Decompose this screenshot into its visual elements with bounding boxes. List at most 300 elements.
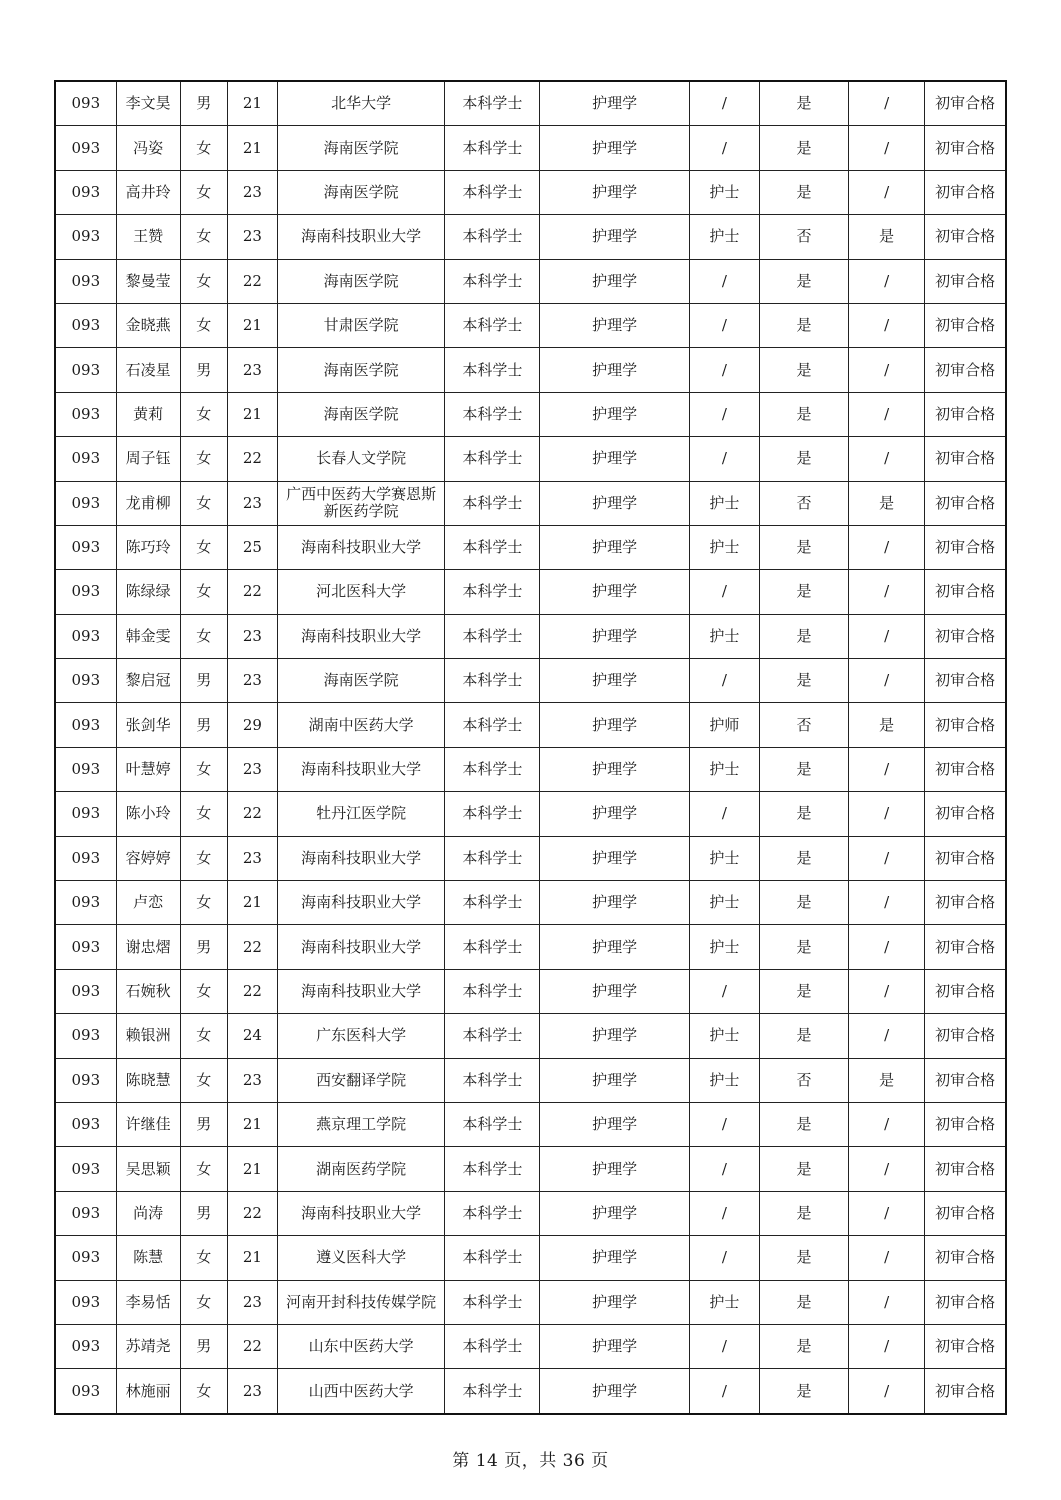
position-code-cell: 093 xyxy=(55,614,116,658)
name-cell: 谢忠熠 xyxy=(116,925,180,969)
review-result-cell: 初审合格 xyxy=(925,303,1006,347)
table-row xyxy=(55,570,1006,614)
position-code-cell: 093 xyxy=(55,348,116,392)
qualification-cell: / xyxy=(689,792,759,836)
table-row xyxy=(55,1324,1006,1368)
table-row xyxy=(55,481,1006,525)
school-cell: 海南科技职业大学 xyxy=(277,836,444,880)
name-cell: 容婷婷 xyxy=(116,836,180,880)
school-cell: 山西中医药大学 xyxy=(277,1369,444,1414)
review-result-cell: 初审合格 xyxy=(925,1191,1006,1235)
age-cell: 23 xyxy=(227,481,277,525)
age-cell: 23 xyxy=(227,747,277,791)
age-cell: 23 xyxy=(227,614,277,658)
fresh-graduate-cell: 是 xyxy=(759,1236,848,1280)
table-row xyxy=(55,303,1006,347)
name-cell: 陈巧玲 xyxy=(116,525,180,569)
position-code-cell: 093 xyxy=(55,1191,116,1235)
name-cell: 黎曼莹 xyxy=(116,259,180,303)
school-cell: 海南医学院 xyxy=(277,126,444,170)
major-cell: 护理学 xyxy=(540,481,689,525)
major-cell: 护理学 xyxy=(540,525,689,569)
review-result-cell: 初审合格 xyxy=(925,659,1006,703)
qualification-cell: / xyxy=(689,303,759,347)
qualification-cell: / xyxy=(689,1147,759,1191)
table-row xyxy=(55,170,1006,214)
name-cell: 陈小玲 xyxy=(116,792,180,836)
school-cell: 海南科技职业大学 xyxy=(277,747,444,791)
review-result-cell: 初审合格 xyxy=(925,525,1006,569)
name-cell: 石婉秋 xyxy=(116,969,180,1013)
school-cell: 海南科技职业大学 xyxy=(277,881,444,925)
major-cell: 护理学 xyxy=(540,437,689,481)
candidate-table-body xyxy=(55,81,1006,1414)
fresh-graduate-cell: 是 xyxy=(759,1324,848,1368)
degree-cell: 本科学士 xyxy=(445,1369,540,1414)
degree-cell: 本科学士 xyxy=(445,392,540,436)
age-cell: 21 xyxy=(227,1147,277,1191)
qualification-cell: 护士 xyxy=(689,170,759,214)
school-cell: 牡丹江医学院 xyxy=(277,792,444,836)
position-code-cell: 093 xyxy=(55,1058,116,1102)
position-code-cell: 093 xyxy=(55,437,116,481)
gender-cell: 女 xyxy=(180,481,227,525)
degree-cell: 本科学士 xyxy=(445,525,540,569)
school-cell: 海南科技职业大学 xyxy=(277,1191,444,1235)
qualification-cell: 护士 xyxy=(689,747,759,791)
fresh-graduate-cell: 是 xyxy=(759,1369,848,1414)
other-cell: 是 xyxy=(849,1058,925,1102)
gender-cell: 女 xyxy=(180,747,227,791)
age-cell: 29 xyxy=(227,703,277,747)
gender-cell: 女 xyxy=(180,437,227,481)
qualification-cell: 护士 xyxy=(689,836,759,880)
name-cell: 陈慧 xyxy=(116,1236,180,1280)
name-cell: 陈绿绿 xyxy=(116,570,180,614)
qualification-cell: 护士 xyxy=(689,614,759,658)
age-cell: 21 xyxy=(227,392,277,436)
position-code-cell: 093 xyxy=(55,81,116,126)
fresh-graduate-cell: 是 xyxy=(759,969,848,1013)
degree-cell: 本科学士 xyxy=(445,481,540,525)
age-cell: 23 xyxy=(227,1058,277,1102)
qualification-cell: 护师 xyxy=(689,703,759,747)
school-cell: 湖南医药学院 xyxy=(277,1147,444,1191)
degree-cell: 本科学士 xyxy=(445,747,540,791)
school-cell: 海南科技职业大学 xyxy=(277,925,444,969)
position-code-cell: 093 xyxy=(55,792,116,836)
fresh-graduate-cell: 是 xyxy=(759,348,848,392)
age-cell: 22 xyxy=(227,925,277,969)
position-code-cell: 093 xyxy=(55,1280,116,1324)
age-cell: 21 xyxy=(227,81,277,126)
major-cell: 护理学 xyxy=(540,925,689,969)
review-result-cell: 初审合格 xyxy=(925,1324,1006,1368)
degree-cell: 本科学士 xyxy=(445,170,540,214)
gender-cell: 女 xyxy=(180,525,227,569)
age-cell: 23 xyxy=(227,215,277,259)
position-code-cell: 093 xyxy=(55,303,116,347)
qualification-cell: 护士 xyxy=(689,881,759,925)
qualification-cell: / xyxy=(689,437,759,481)
name-cell: 叶慧婷 xyxy=(116,747,180,791)
name-cell: 金晓燕 xyxy=(116,303,180,347)
table-row xyxy=(55,392,1006,436)
table-row xyxy=(55,925,1006,969)
degree-cell: 本科学士 xyxy=(445,1280,540,1324)
degree-cell: 本科学士 xyxy=(445,126,540,170)
position-code-cell: 093 xyxy=(55,215,116,259)
major-cell: 护理学 xyxy=(540,170,689,214)
school-cell: 海南医学院 xyxy=(277,659,444,703)
qualification-cell: / xyxy=(689,392,759,436)
major-cell: 护理学 xyxy=(540,1014,689,1058)
review-result-cell: 初审合格 xyxy=(925,126,1006,170)
gender-cell: 男 xyxy=(180,1191,227,1235)
gender-cell: 男 xyxy=(180,925,227,969)
review-result-cell: 初审合格 xyxy=(925,392,1006,436)
age-cell: 23 xyxy=(227,836,277,880)
fresh-graduate-cell: 是 xyxy=(759,259,848,303)
position-code-cell: 093 xyxy=(55,747,116,791)
qualification-cell: / xyxy=(689,1102,759,1146)
position-code-cell: 093 xyxy=(55,836,116,880)
qualification-cell: / xyxy=(689,348,759,392)
gender-cell: 女 xyxy=(180,1236,227,1280)
other-cell: / xyxy=(849,792,925,836)
fresh-graduate-cell: 是 xyxy=(759,81,848,126)
school-cell: 海南科技职业大学 xyxy=(277,525,444,569)
review-result-cell: 初审合格 xyxy=(925,703,1006,747)
other-cell: / xyxy=(849,747,925,791)
position-code-cell: 093 xyxy=(55,1014,116,1058)
degree-cell: 本科学士 xyxy=(445,969,540,1013)
qualification-cell: / xyxy=(689,969,759,1013)
qualification-cell: 护士 xyxy=(689,215,759,259)
major-cell: 护理学 xyxy=(540,348,689,392)
other-cell: 是 xyxy=(849,215,925,259)
gender-cell: 女 xyxy=(180,126,227,170)
fresh-graduate-cell: 是 xyxy=(759,1191,848,1235)
age-cell: 22 xyxy=(227,437,277,481)
major-cell: 护理学 xyxy=(540,1102,689,1146)
fresh-graduate-cell: 否 xyxy=(759,703,848,747)
table-row xyxy=(55,1280,1006,1324)
age-cell: 22 xyxy=(227,969,277,1013)
review-result-cell: 初审合格 xyxy=(925,437,1006,481)
qualification-cell: / xyxy=(689,659,759,703)
gender-cell: 女 xyxy=(180,215,227,259)
fresh-graduate-cell: 是 xyxy=(759,1147,848,1191)
gender-cell: 女 xyxy=(180,170,227,214)
degree-cell: 本科学士 xyxy=(445,659,540,703)
age-cell: 25 xyxy=(227,525,277,569)
qualification-cell: 护士 xyxy=(689,1058,759,1102)
school-cell: 广西中医药大学赛恩斯新医药学院 xyxy=(277,481,444,525)
table-row xyxy=(55,1147,1006,1191)
position-code-cell: 093 xyxy=(55,969,116,1013)
review-result-cell: 初审合格 xyxy=(925,1236,1006,1280)
table-row xyxy=(55,969,1006,1013)
gender-cell: 女 xyxy=(180,1147,227,1191)
degree-cell: 本科学士 xyxy=(445,1236,540,1280)
other-cell: / xyxy=(849,1147,925,1191)
age-cell: 22 xyxy=(227,570,277,614)
position-code-cell: 093 xyxy=(55,703,116,747)
major-cell: 护理学 xyxy=(540,1147,689,1191)
table-row xyxy=(55,215,1006,259)
fresh-graduate-cell: 是 xyxy=(759,1014,848,1058)
age-cell: 23 xyxy=(227,659,277,703)
table-row xyxy=(55,1369,1006,1414)
name-cell: 龙甫柳 xyxy=(116,481,180,525)
age-cell: 24 xyxy=(227,1014,277,1058)
fresh-graduate-cell: 是 xyxy=(759,614,848,658)
major-cell: 护理学 xyxy=(540,1058,689,1102)
gender-cell: 女 xyxy=(180,570,227,614)
review-result-cell: 初审合格 xyxy=(925,1014,1006,1058)
other-cell: / xyxy=(849,348,925,392)
school-cell: 海南医学院 xyxy=(277,170,444,214)
other-cell: / xyxy=(849,525,925,569)
position-code-cell: 093 xyxy=(55,659,116,703)
review-result-cell: 初审合格 xyxy=(925,81,1006,126)
table-row xyxy=(55,1236,1006,1280)
school-cell: 长春人文学院 xyxy=(277,437,444,481)
review-result-cell: 初审合格 xyxy=(925,259,1006,303)
school-cell: 山东中医药大学 xyxy=(277,1324,444,1368)
other-cell: / xyxy=(849,170,925,214)
fresh-graduate-cell: 是 xyxy=(759,881,848,925)
school-cell: 海南科技职业大学 xyxy=(277,614,444,658)
name-cell: 高井玲 xyxy=(116,170,180,214)
name-cell: 李文昊 xyxy=(116,81,180,126)
gender-cell: 女 xyxy=(180,259,227,303)
table-row xyxy=(55,836,1006,880)
name-cell: 黄莉 xyxy=(116,392,180,436)
name-cell: 卢恋 xyxy=(116,881,180,925)
age-cell: 21 xyxy=(227,126,277,170)
gender-cell: 女 xyxy=(180,836,227,880)
other-cell: / xyxy=(849,570,925,614)
degree-cell: 本科学士 xyxy=(445,259,540,303)
major-cell: 护理学 xyxy=(540,1324,689,1368)
position-code-cell: 093 xyxy=(55,126,116,170)
review-result-cell: 初审合格 xyxy=(925,1369,1006,1414)
age-cell: 22 xyxy=(227,1191,277,1235)
review-result-cell: 初审合格 xyxy=(925,881,1006,925)
qualification-cell: / xyxy=(689,1236,759,1280)
name-cell: 王赞 xyxy=(116,215,180,259)
other-cell: / xyxy=(849,881,925,925)
position-code-cell: 093 xyxy=(55,1369,116,1414)
degree-cell: 本科学士 xyxy=(445,836,540,880)
other-cell: 是 xyxy=(849,703,925,747)
age-cell: 21 xyxy=(227,1236,277,1280)
other-cell: / xyxy=(849,1236,925,1280)
table-row xyxy=(55,792,1006,836)
position-code-cell: 093 xyxy=(55,481,116,525)
qualification-cell: / xyxy=(689,1191,759,1235)
degree-cell: 本科学士 xyxy=(445,1102,540,1146)
fresh-graduate-cell: 是 xyxy=(759,126,848,170)
position-code-cell: 093 xyxy=(55,925,116,969)
other-cell: / xyxy=(849,1324,925,1368)
school-cell: 甘肃医学院 xyxy=(277,303,444,347)
review-result-cell: 初审合格 xyxy=(925,1058,1006,1102)
major-cell: 护理学 xyxy=(540,1236,689,1280)
table-row xyxy=(55,659,1006,703)
major-cell: 护理学 xyxy=(540,1280,689,1324)
table-row xyxy=(55,81,1006,126)
qualification-cell: 护士 xyxy=(689,525,759,569)
qualification-cell: / xyxy=(689,81,759,126)
major-cell: 护理学 xyxy=(540,836,689,880)
gender-cell: 女 xyxy=(180,1014,227,1058)
name-cell: 张剑华 xyxy=(116,703,180,747)
page-number: 第 14 页，共 36 页 xyxy=(452,1451,609,1471)
other-cell: / xyxy=(849,614,925,658)
qualification-cell: / xyxy=(689,126,759,170)
age-cell: 23 xyxy=(227,348,277,392)
school-cell: 西安翻译学院 xyxy=(277,1058,444,1102)
school-cell: 河南开封科技传媒学院 xyxy=(277,1280,444,1324)
major-cell: 护理学 xyxy=(540,570,689,614)
table-row xyxy=(55,525,1006,569)
position-code-cell: 093 xyxy=(55,881,116,925)
school-cell: 北华大学 xyxy=(277,81,444,126)
degree-cell: 本科学士 xyxy=(445,1191,540,1235)
review-result-cell: 初审合格 xyxy=(925,1280,1006,1324)
other-cell: / xyxy=(849,1014,925,1058)
gender-cell: 男 xyxy=(180,659,227,703)
position-code-cell: 093 xyxy=(55,1324,116,1368)
major-cell: 护理学 xyxy=(540,969,689,1013)
major-cell: 护理学 xyxy=(540,614,689,658)
other-cell: / xyxy=(849,81,925,126)
review-result-cell: 初审合格 xyxy=(925,1102,1006,1146)
table-row xyxy=(55,1014,1006,1058)
position-code-cell: 093 xyxy=(55,525,116,569)
qualification-cell: / xyxy=(689,259,759,303)
major-cell: 护理学 xyxy=(540,126,689,170)
review-result-cell: 初审合格 xyxy=(925,925,1006,969)
position-code-cell: 093 xyxy=(55,1102,116,1146)
name-cell: 赖银洲 xyxy=(116,1014,180,1058)
table-row xyxy=(55,1191,1006,1235)
degree-cell: 本科学士 xyxy=(445,81,540,126)
degree-cell: 本科学士 xyxy=(445,1147,540,1191)
school-cell: 海南科技职业大学 xyxy=(277,215,444,259)
major-cell: 护理学 xyxy=(540,303,689,347)
degree-cell: 本科学士 xyxy=(445,881,540,925)
qualification-cell: 护士 xyxy=(689,925,759,969)
name-cell: 李易恬 xyxy=(116,1280,180,1324)
review-result-cell: 初审合格 xyxy=(925,614,1006,658)
major-cell: 护理学 xyxy=(540,881,689,925)
qualification-cell: 护士 xyxy=(689,481,759,525)
age-cell: 23 xyxy=(227,170,277,214)
degree-cell: 本科学士 xyxy=(445,792,540,836)
gender-cell: 女 xyxy=(180,392,227,436)
review-result-cell: 初审合格 xyxy=(925,969,1006,1013)
fresh-graduate-cell: 是 xyxy=(759,1280,848,1324)
school-cell: 广东医科大学 xyxy=(277,1014,444,1058)
school-cell: 海南医学院 xyxy=(277,348,444,392)
fresh-graduate-cell: 是 xyxy=(759,525,848,569)
gender-cell: 女 xyxy=(180,1369,227,1414)
position-code-cell: 093 xyxy=(55,392,116,436)
degree-cell: 本科学士 xyxy=(445,703,540,747)
fresh-graduate-cell: 是 xyxy=(759,1102,848,1146)
name-cell: 周子钰 xyxy=(116,437,180,481)
table-row xyxy=(55,703,1006,747)
position-code-cell: 093 xyxy=(55,1147,116,1191)
major-cell: 护理学 xyxy=(540,659,689,703)
candidate-table xyxy=(54,80,1007,1415)
gender-cell: 女 xyxy=(180,1058,227,1102)
name-cell: 陈晓慧 xyxy=(116,1058,180,1102)
name-cell: 尚涛 xyxy=(116,1191,180,1235)
fresh-graduate-cell: 否 xyxy=(759,1058,848,1102)
table-row xyxy=(55,747,1006,791)
name-cell: 冯姿 xyxy=(116,126,180,170)
age-cell: 21 xyxy=(227,881,277,925)
fresh-graduate-cell: 是 xyxy=(759,392,848,436)
school-cell: 燕京理工学院 xyxy=(277,1102,444,1146)
qualification-cell: / xyxy=(689,1324,759,1368)
school-cell: 海南医学院 xyxy=(277,259,444,303)
review-result-cell: 初审合格 xyxy=(925,792,1006,836)
other-cell: / xyxy=(849,969,925,1013)
degree-cell: 本科学士 xyxy=(445,925,540,969)
gender-cell: 女 xyxy=(180,792,227,836)
name-cell: 许继佳 xyxy=(116,1102,180,1146)
qualification-cell: / xyxy=(689,570,759,614)
other-cell: / xyxy=(849,126,925,170)
fresh-graduate-cell: 是 xyxy=(759,836,848,880)
degree-cell: 本科学士 xyxy=(445,1014,540,1058)
gender-cell: 男 xyxy=(180,81,227,126)
qualification-cell: / xyxy=(689,1369,759,1414)
age-cell: 22 xyxy=(227,259,277,303)
position-code-cell: 093 xyxy=(55,570,116,614)
name-cell: 吴思颖 xyxy=(116,1147,180,1191)
fresh-graduate-cell: 是 xyxy=(759,437,848,481)
review-result-cell: 初审合格 xyxy=(925,836,1006,880)
other-cell: / xyxy=(849,1369,925,1414)
gender-cell: 女 xyxy=(180,303,227,347)
degree-cell: 本科学士 xyxy=(445,348,540,392)
fresh-graduate-cell: 是 xyxy=(759,659,848,703)
fresh-graduate-cell: 是 xyxy=(759,925,848,969)
table-row xyxy=(55,437,1006,481)
table-row xyxy=(55,614,1006,658)
other-cell: / xyxy=(849,1191,925,1235)
table-row xyxy=(55,348,1006,392)
major-cell: 护理学 xyxy=(540,392,689,436)
gender-cell: 女 xyxy=(180,881,227,925)
degree-cell: 本科学士 xyxy=(445,614,540,658)
age-cell: 23 xyxy=(227,1280,277,1324)
gender-cell: 女 xyxy=(180,614,227,658)
other-cell: / xyxy=(849,836,925,880)
name-cell: 石凌星 xyxy=(116,348,180,392)
fresh-graduate-cell: 是 xyxy=(759,747,848,791)
review-result-cell: 初审合格 xyxy=(925,1147,1006,1191)
school-cell: 遵义医科大学 xyxy=(277,1236,444,1280)
table-row xyxy=(55,259,1006,303)
